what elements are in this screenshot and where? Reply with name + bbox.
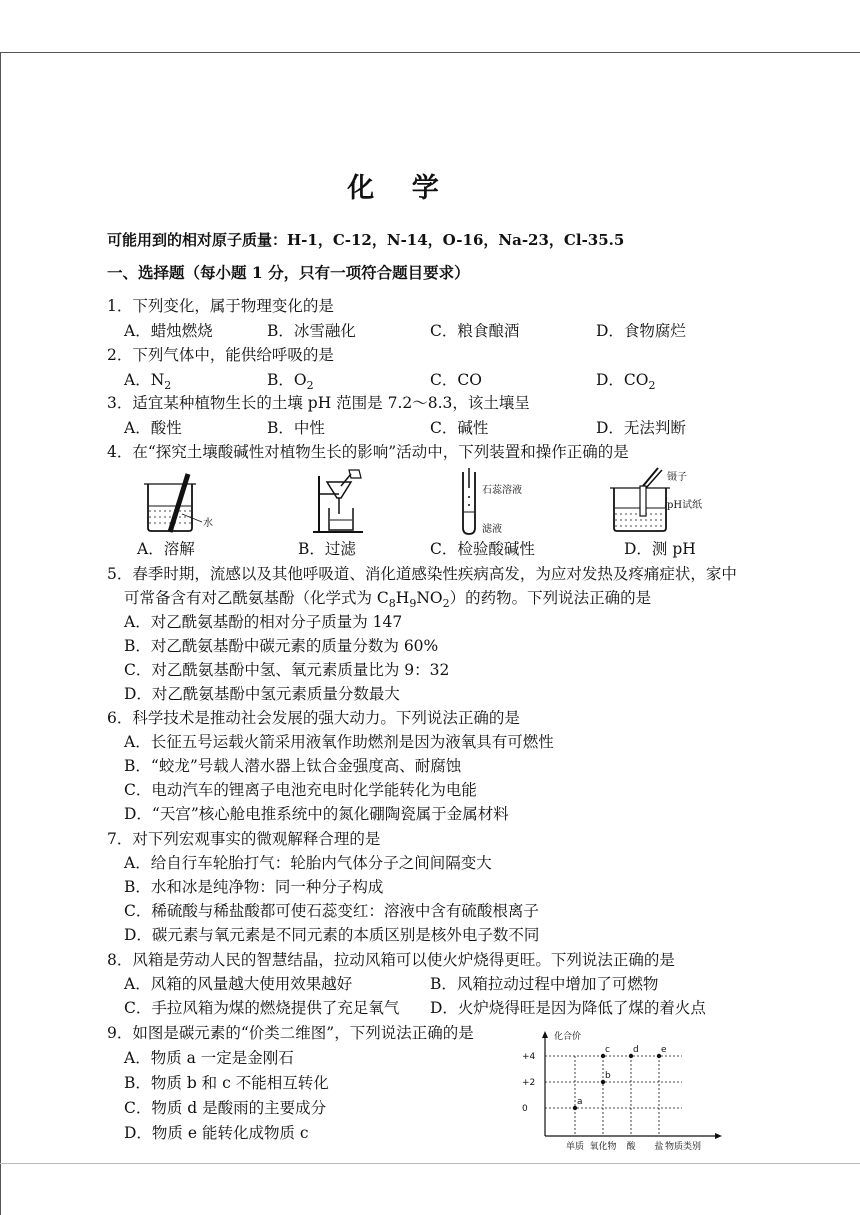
y-tick-label: +4 — [522, 1052, 536, 1062]
page-border-bottom — [0, 1163, 860, 1164]
q6-option-d: D．“天宫”核心舱电推系统中的氮化硼陶瓷属于金属材料 — [124, 805, 509, 823]
label-water: 水 — [203, 518, 213, 529]
q7-option-a: A．给自行车轮胎打气：轮胎内气体分子之间间隔变大 — [124, 854, 492, 872]
x-tick-label: 单质 — [566, 1142, 585, 1152]
q5-option-d: D．对乙酰氨基酚中氢元素质量分数最大 — [124, 685, 400, 703]
q1-option-a: A．蜡烛燃烧 — [124, 322, 213, 340]
q2-option-d: D．$CO_2$ — [596, 371, 656, 393]
q4-option-d: D．测 pH — [624, 540, 696, 558]
x-tick-label: 酸 — [626, 1142, 636, 1152]
q6-option-b: B．“蛟龙”号载人潜水器上钛合金强度高、耐腐蚀 — [124, 757, 462, 775]
q1-option-d: D．食物腐烂 — [596, 322, 686, 340]
q7-option-b: B．水和冰是纯净物：同一种分子构成 — [124, 878, 384, 896]
question-6-stem: 6．科学技术是推动社会发展的强大动力。下列说法正确的是 — [107, 709, 520, 727]
y-tick-label: 0 — [522, 1104, 528, 1114]
apparatus-ph-test-icon — [610, 466, 672, 536]
question-9-stem: 9．如图是碳元素的“价类二维图”，下列说法正确的是 — [107, 1024, 474, 1042]
y-tick-label: +2 — [522, 1078, 536, 1088]
page-title: 化 学 — [347, 173, 453, 204]
x-tick-label: 氧化物 — [589, 1142, 617, 1152]
q5-option-c: C．对乙酰氨基酚中氢、氧元素质量比为 9：32 — [124, 661, 450, 679]
q8-option-b: B．风箱拉动过程中增加了可燃物 — [430, 975, 659, 993]
label-solution: 滤液 — [482, 524, 502, 535]
point-label-d: d — [633, 1045, 639, 1055]
q3-option-d: D．无法判断 — [596, 419, 686, 437]
q3-option-a: A．酸性 — [124, 419, 182, 437]
point-label-a: a — [577, 1097, 583, 1107]
question-5-stem-line1: 5．春季时期，流感以及其他呼吸道、消化道感染性疾病高发，为应对发热及疼痛症状，家中 — [107, 565, 737, 583]
y-axis-arrow — [542, 1031, 548, 1038]
q8-option-d: D．火炉烧得旺是因为降低了煤的着火点 — [430, 999, 706, 1017]
q9-option-b: B．物质 b 和 c 不能相互转化 — [124, 1074, 329, 1092]
atomic-masses: 可能用到的相对原子质量：H-1，C-12，N-14，O-16，Na-23，Cl-35.5 — [107, 231, 625, 249]
q2-option-c: C．CO — [430, 371, 482, 389]
section-heading: 一、选择题（每小题 1 分，只有一项符合题目要求） — [107, 263, 470, 282]
q1-option-b: B．冰雪融化 — [267, 322, 356, 340]
q2-option-b: B．$O_2$ — [267, 371, 314, 393]
question-8-stem: 8．风箱是劳动人民的智慧结晶，拉动风箱可以使火炉烧得更旺。下列说法正确的是 — [107, 951, 675, 969]
q8-option-a: A．风箱的风量越大使用效果越好 — [124, 975, 353, 993]
y-axis-label: 化合价 — [554, 1032, 582, 1042]
point-label-b: b — [605, 1071, 611, 1081]
q9-option-d: D．物质 e 能转化成物质 c — [124, 1124, 309, 1142]
apparatus-filter-icon — [305, 468, 375, 536]
q5-option-b: B．对乙酰氨基酚中碳元素的质量分数为 60% — [124, 637, 439, 655]
q6-option-a: A．长征五号运载火箭采用液氧作助燃剂是因为液氧具有可燃性 — [124, 733, 554, 751]
question-5-stem-line2: 可常备含有对乙酰氨基酚（化学式为 $C_8H_9NO_2$）的药物。下列说法正确的是 — [124, 589, 652, 611]
q4-option-c: C．检验酸碱性 — [430, 540, 535, 558]
x-tick-label: 盐 — [654, 1142, 664, 1152]
question-1-stem: 1．下列变化，属于物理变化的是 — [107, 297, 334, 315]
x-axis-label: 物质类别 — [665, 1142, 702, 1152]
q4-option-a: A．溶解 — [137, 540, 195, 558]
page-border-top — [0, 52, 860, 53]
q7-option-c: C．稀硫酸与稀盐酸都可使石蕊变红：溶液中含有硫酸根离子 — [124, 902, 539, 920]
valence-class-chart — [520, 1028, 730, 1153]
apparatus-test-tube-icon — [455, 468, 485, 538]
q7-option-d: D．碳元素与氧元素是不同元素的本质区别是核外电子数不同 — [124, 926, 540, 944]
label-tweezers: 镊子 — [667, 472, 687, 483]
q6-option-c: C．电动汽车的锂离子电池充电时化学能转化为电能 — [124, 781, 477, 799]
question-3-stem: 3．适宜某种植物生长的土壤 pH 范围是 7.2～8.3，该土壤呈 — [107, 394, 530, 412]
q9-option-c: C．物质 d 是酸雨的主要成分 — [124, 1099, 327, 1117]
q3-option-c: C．碱性 — [430, 419, 489, 437]
point-label-e: e — [661, 1045, 667, 1055]
q9-option-a: A．物质 a 一定是金刚石 — [124, 1049, 294, 1067]
page-border-left — [0, 52, 1, 1215]
point-label-c: c — [605, 1045, 610, 1055]
x-axis-arrow — [715, 1133, 722, 1139]
q4-option-b: B．过滤 — [298, 540, 356, 558]
q5-option-a: A．对乙酰氨基酚的相对分子质量为 147 — [124, 613, 403, 631]
q1-option-c: C．粮食酿酒 — [430, 322, 520, 340]
question-2-stem: 2．下列气体中，能供给呼吸的是 — [107, 346, 334, 364]
label-litmus: 石蕊溶液 — [482, 485, 522, 496]
question-7-stem: 7．对下列宏观事实的微观解释合理的是 — [107, 830, 381, 848]
label-ph-paper: pH试纸 — [667, 500, 703, 511]
question-4-stem: 4．在“探究土壤酸碱性对植物生长的影响”活动中，下列装置和操作正确的是 — [107, 443, 629, 461]
q3-option-b: B．中性 — [267, 419, 325, 437]
q8-option-c: C．手拉风箱为煤的燃烧提供了充足氧气 — [124, 999, 400, 1017]
q2-option-a: A．$N_2$ — [124, 371, 172, 393]
apparatus-dissolve-icon — [140, 470, 230, 535]
